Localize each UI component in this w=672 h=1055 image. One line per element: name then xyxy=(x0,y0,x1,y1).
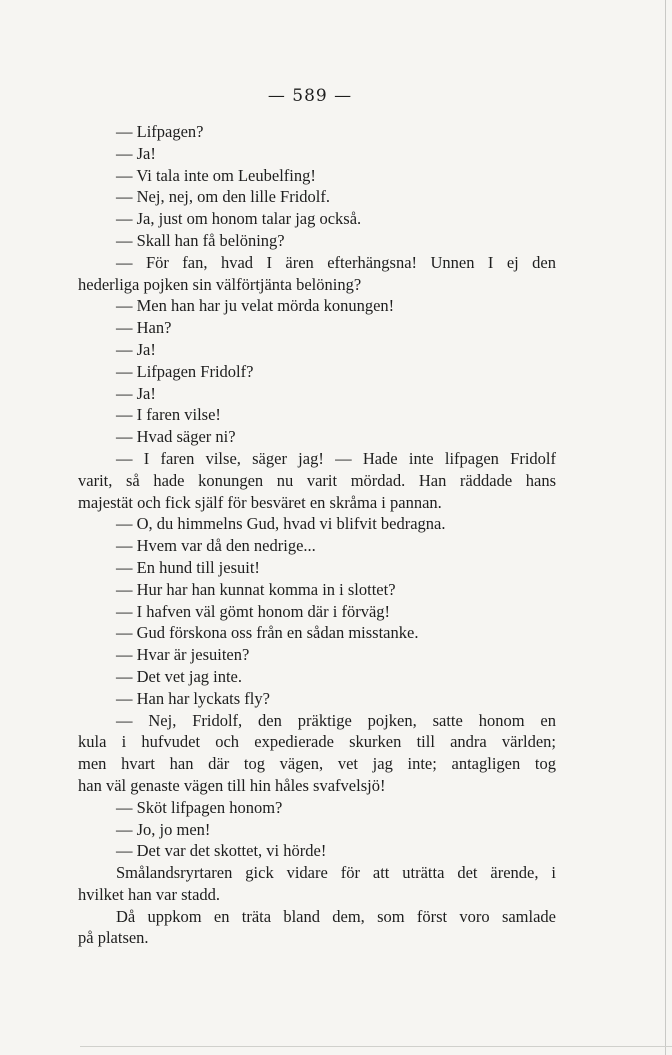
text-line: — Ja, just om honom talar jag också. xyxy=(116,209,362,229)
text-line: — O, du himmelns Gud, hvad vi blifvit bedragna. xyxy=(116,514,446,534)
text-line: varit, så hade konungen nu varit mördad. Han räddade hans xyxy=(78,470,556,490)
text-line: — Men han har ju velat mörda konungen! xyxy=(116,296,395,316)
page-edge-bottom xyxy=(80,1046,672,1047)
text-line: — Vi tala inte om Leubelfing! xyxy=(116,165,316,185)
text-line: — Lifpagen? xyxy=(116,122,204,141)
text-line: — Jo, jo men! xyxy=(116,819,211,839)
text-line: hederliga pojken sin välförtjänta belöning? xyxy=(78,274,362,294)
text-line: — I faren vilse! xyxy=(116,405,221,425)
text-line: på platsen. xyxy=(78,928,149,948)
text-line: — I hafven väl gömt honom där i förväg! xyxy=(116,601,391,621)
text-line: — Han? xyxy=(116,318,172,338)
page-number: — 589 — xyxy=(267,86,353,106)
text-line: — Nej, Fridolf, den präktige pojken, satte honom en xyxy=(116,710,556,730)
text-line: — En hund till jesuit! xyxy=(116,557,260,577)
text-line: hvilket han var stadd. xyxy=(78,884,221,904)
text-line: — Det vet jag inte. xyxy=(116,666,243,686)
text-line: — I faren vilse, säger jag! — Hade inte lifpagen Fridolf xyxy=(116,448,556,468)
text-line: — Lifpagen Fridolf? xyxy=(116,361,254,381)
text-line: — Skall han få belöning? xyxy=(116,230,285,250)
text-line: — Ja! xyxy=(116,339,156,359)
text-line: — Ja! xyxy=(116,383,156,403)
text-line: — Ja! xyxy=(116,143,156,163)
text-line: — Sköt lifpagen honom? xyxy=(116,797,283,817)
text-line: — Han har lyckats fly? xyxy=(116,688,270,708)
text-line: men hvart han där tog vägen, vet jag inte; antagligen tog xyxy=(78,754,556,774)
text-line: — Nej, nej, om den lille Fridolf. xyxy=(116,187,331,207)
text-line: — Hvad säger ni? xyxy=(116,427,236,447)
text-line: Då uppkom en träta bland dem, som först voro samlade xyxy=(116,906,556,926)
text-line: majestät och fick själf för besväret en skråma i pannan. xyxy=(78,492,442,512)
text-line: Smålandsryrtaren gick vidare för att uträtta det ärende, i xyxy=(116,863,556,883)
text-line: — Hvem var då den nedrige... xyxy=(116,536,316,556)
text-line: — Hvar är jesuiten? xyxy=(116,645,250,665)
text-line: — Det var det skottet, vi hörde! xyxy=(116,841,327,861)
page-edge-right xyxy=(665,0,666,1055)
text-line: kula i hufvudet och expedierade skurken till andra världen; xyxy=(78,732,556,752)
text-line: han väl genaste vägen till hin håles svafvelsjö! xyxy=(78,775,386,795)
text-line: — Hur har han kunnat komma in i slottet? xyxy=(116,579,396,599)
text-line: — För fan, hvad I ären efterhängsna! Unnen I ej den xyxy=(116,252,556,272)
text-line: — Gud förskona oss från en sådan misstanke. xyxy=(116,623,419,643)
body-text xyxy=(78,121,556,949)
